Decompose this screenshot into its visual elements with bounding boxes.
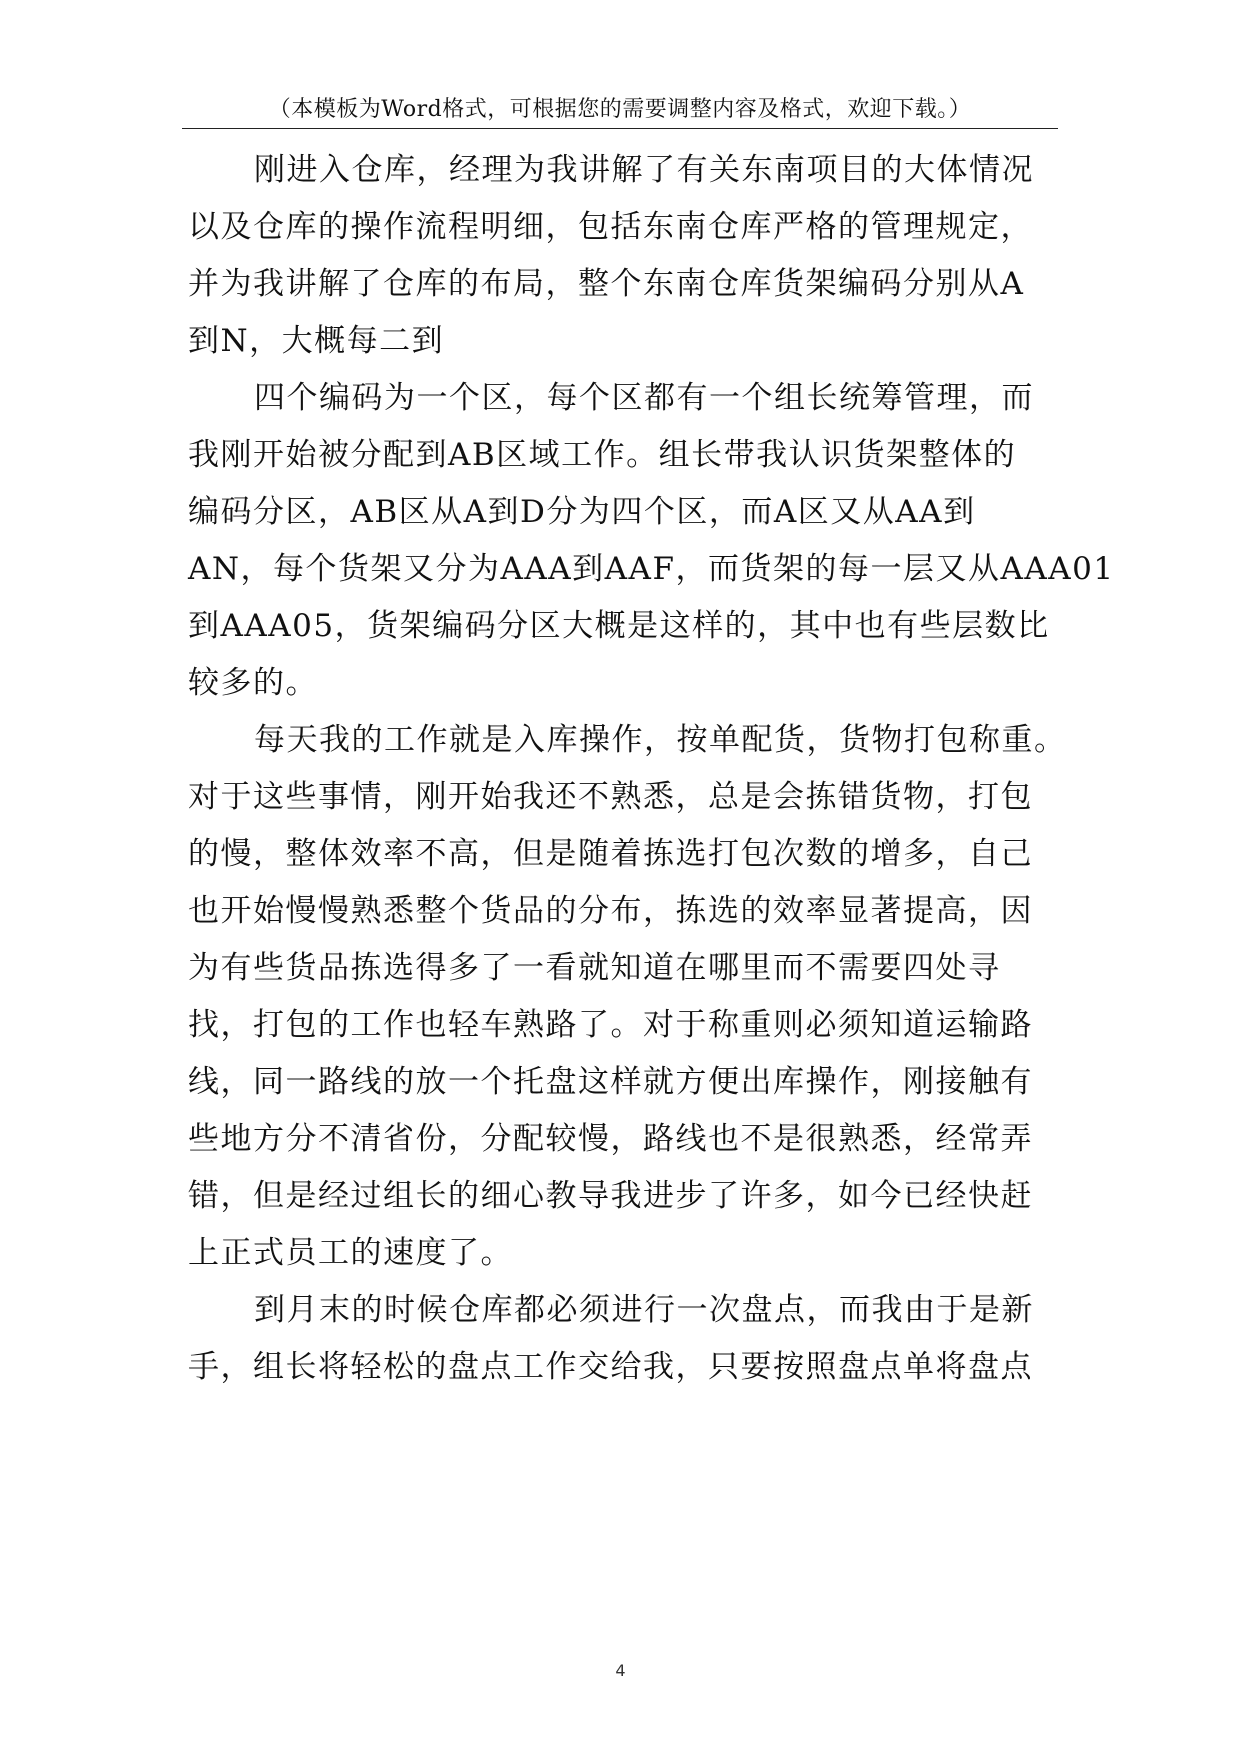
body-line: 四个编码为一个区，每个区都有一个组长统筹管理，而 — [254, 380, 1034, 416]
page-number: 4 — [615, 1661, 626, 1680]
body-line: 找，打包的工作也轻车熟路了。对于称重则必须知道运输路 — [188, 1007, 1033, 1043]
body-line: 到N，大概每二到 — [188, 323, 445, 359]
body-line: 较多的。 — [188, 665, 318, 701]
body-line: 上正式员工的速度了。 — [188, 1235, 513, 1271]
body-line: 到月末的时候仓库都必须进行一次盘点，而我由于是新 — [254, 1292, 1034, 1328]
body-line: 对于这些事情，刚开始我还不熟悉，总是会拣错货物，打包 — [188, 779, 1033, 815]
body-line: 并为我讲解了仓库的布局，整个东南仓库货架编码分别从A — [188, 266, 1025, 302]
body-line: 手，组长将轻松的盘点工作交给我，只要按照盘点单将盘点 — [188, 1349, 1033, 1385]
body-line: 我刚开始被分配到AB区域工作。组长带我认识货架整体的 — [188, 437, 1017, 473]
body-line: 刚进入仓库，经理为我讲解了有关东南项目的大体情况 — [254, 152, 1034, 188]
body-line: 些地方分不清省份，分配较慢，路线也不是很熟悉，经常弄 — [188, 1121, 1033, 1157]
body-line: 以及仓库的操作流程明细，包括东南仓库严格的管理规定， — [188, 209, 1033, 245]
body-line: 线，同一路线的放一个托盘这样就方便出库操作，刚接触有 — [188, 1064, 1033, 1100]
header-divider — [182, 128, 1058, 129]
template-notice-header: （本模板为Word格式，可根据您的需要调整内容及格式，欢迎下载。） — [268, 97, 972, 122]
body-line: 的慢，整体效率不高，但是随着拣选打包次数的增多，自己 — [188, 836, 1033, 872]
body-line: AN，每个货架又分为AAA到AAF，而货架的每一层又从AAA01 — [188, 551, 1115, 587]
body-line: 到AAA05，货架编码分区大概是这样的，其中也有些层数比 — [188, 608, 1050, 644]
body-line: 编码分区，AB区从A到D分为四个区，而A区又从AA到 — [188, 494, 976, 530]
body-line: 为有些货品拣选得多了一看就知道在哪里而不需要四处寻 — [188, 950, 1001, 986]
body-line: 错，但是经过组长的细心教导我进步了许多，如今已经快赶 — [188, 1178, 1033, 1214]
body-line: 每天我的工作就是入库操作，按单配货，货物打包称重。 — [254, 722, 1067, 758]
body-line: 也开始慢慢熟悉整个货品的分布，拣选的效率显著提高，因 — [188, 893, 1033, 929]
